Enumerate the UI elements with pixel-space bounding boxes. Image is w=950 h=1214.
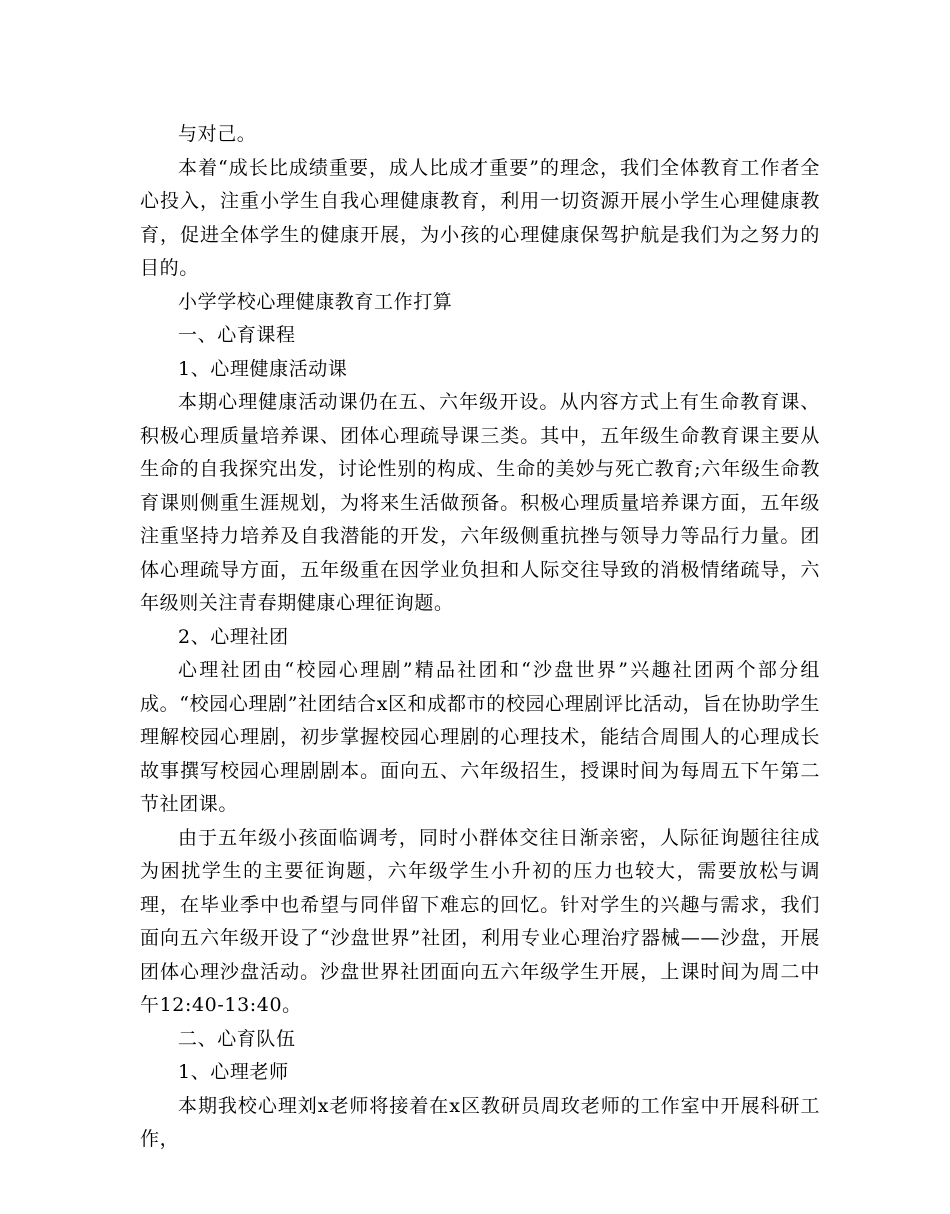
paragraph: 心理社团由“校园心理剧”精品社团和“沙盘世界”兴趣社团两个部分组成。“校园心理剧”社团结合x区和成都市的校园心理剧评比活动，旨在协助学生理解校园心理剧，初步掌握校园心理剧的心理技术，能结合周围人的心理成长故事撰写校园心理剧剧本。面向五、六年级招生，授课时间为每周五下午第二节社团课。 (140, 659, 820, 815)
paragraph: 与对己。 (178, 123, 257, 145)
document-body (140, 118, 820, 1157)
paragraph: 本期我校心理刘x老师将接着在x区教研员周玫老师的工作室中开展科研工作， (140, 1094, 820, 1150)
subsection-heading: 1、心理老师 (178, 1061, 289, 1083)
paragraph: 本着“成长比成绩重要，成人比成才重要”的理念，我们全体教育工作者全心投入，注重小学生自我心理健康教育，利用一切资源开展小学生心理健康教育，促进全体学生的健康开展，为小孩的心理健康保驾护航是我们为之努力的目的。 (140, 156, 820, 279)
paragraph: 由于五年级小孩面临调考，同时小群体交往日渐亲密，人际征询题往往成为困扰学生的主要征询题，六年级学生小升初的压力也较大，需要放松与调理，在毕业季中也希望与同伴留下难忘的回忆。针对学生的兴趣与需求，我们面向五六年级开设了“沙盘世界”社团，利用专业心理治疗器械——沙盘，开展团体心理沙盘活动。沙盘世界社团面向五六年级学生开展，上课时间为周二中午12:40-13:40。 (140, 826, 820, 1016)
section-heading: 一、心育课程 (178, 324, 296, 346)
subsection-heading: 1、心理健康活动课 (178, 357, 348, 380)
section-title: 小学学校心理健康教育工作打算 (178, 290, 453, 313)
subsection-heading: 2、心理社团 (178, 625, 289, 648)
section-heading: 二、心育队伍 (178, 1027, 296, 1050)
paragraph: 本期心理健康活动课仍在五、六年级开设。从内容方式上有生命教育课、积极心理质量培养课、团体心理疏导课三类。其中，五年级生命教育课主要从生命的自我探究出发，讨论性别的构成、生命的美妙与死亡教育;六年级生命教育课则侧重生涯规划，为将来生活做预备。积极心理质量培养课方面，五年级注重坚持力培养及自我潜能的开发，六年级侧重抗挫与领导力等品行力量。团体心理疏导方面，五年级重在因学业负担和人际交往导致的消极情绪疏导，六年级则关注青春期健康心理征询题。 (140, 391, 820, 614)
